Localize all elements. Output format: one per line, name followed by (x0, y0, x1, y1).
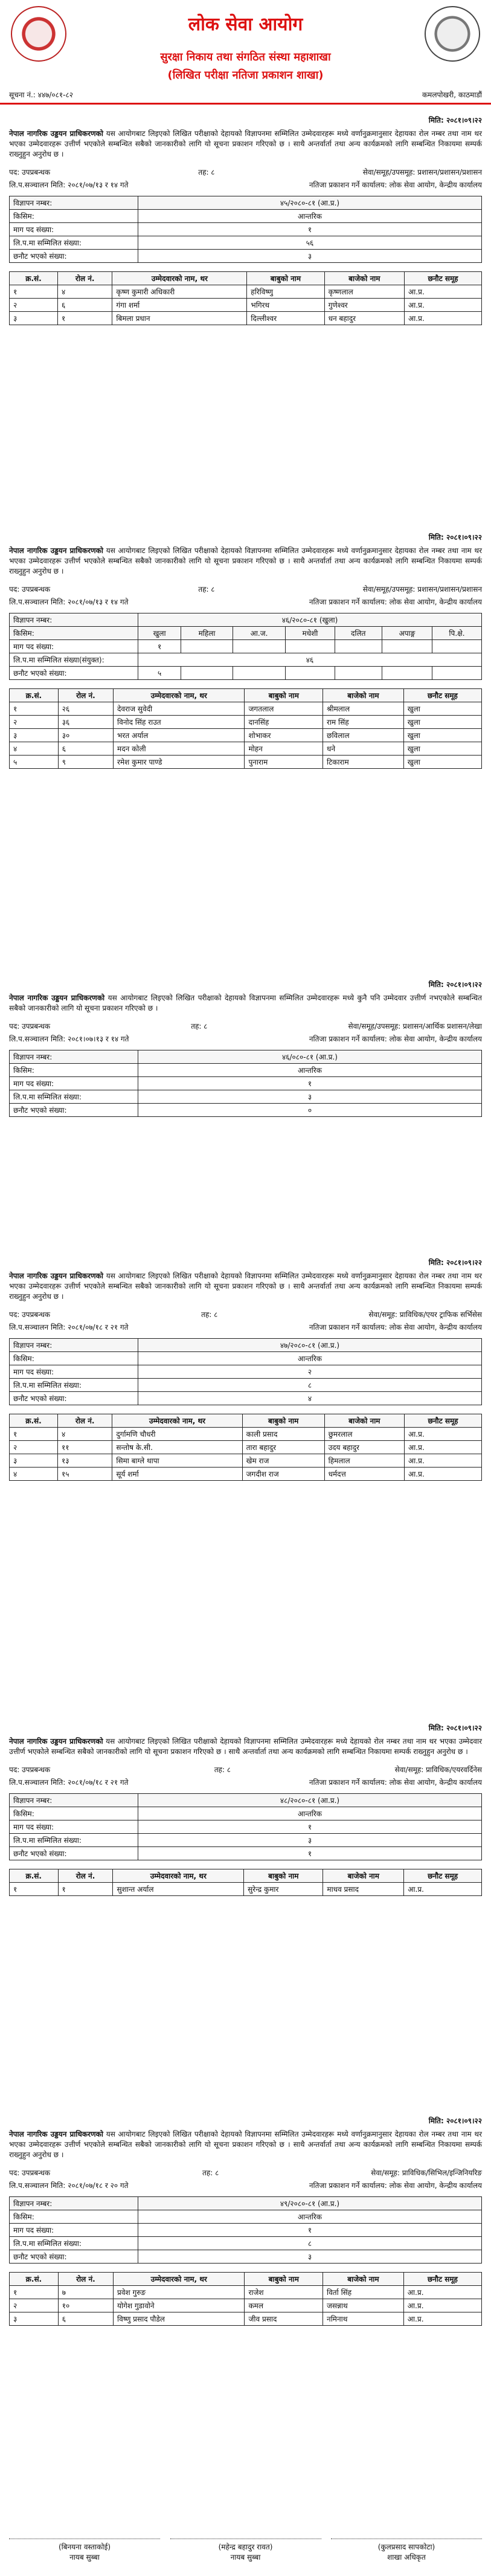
table-row: १ ७ प्रवेश गुरुङ राजेश विर्ता सिंह आ.प्र. (10, 2286, 482, 2299)
notice-text: नेपाल नागरिक उड्डयन प्राधिकरणको यस आयोगबाट लिइएको लिखित परीक्षाको देहायको विज्ञापनमा सम्मिलित उम्मेदवारहरू मध्ये वर्णानुक्रमानुसार देहायका रोल नम्बर तथा नाम थर भएका उम्मेदवारहरू उत्तीर्ण भएकोले सम्बन्धित सबैको जानकारीको लागि यो सूचना प्रकाशन गरिएको छ । साथै अन्तर्वार्ता तथा अन्य कार्यक्रमको लागि सम्बन्धित निकायमा सम्पर्क राख्नुहुन अनुरोध छ । (9, 129, 482, 158)
notice-meta (9, 167, 482, 177)
exam-date: लि.प.सञ्चालन मिति: २०८१/०७/१३ र १४ गते (9, 181, 129, 189)
notice-6: मिति: २०८१।०९।२२ नेपाल नागरिक उड्डयन प्राधिकरणको यस आयोगबाट लिइएको लिखित परीक्षाको देहायको विज्ञापनमा सम्मिलित उम्मेदवारहरू मध्ये वर्णानुक्रमानुसार देहायका रोल नम्बर तथा नाम थर भएका उम्मेदवारहरू उत्तीर्ण भएकोले सम्बन्धित सबैको जानकारीको लागि यो सूचना प्रकाशन गरिएको छ । साथै अन्तर्वार्ता तथा अन्य कार्यक्रमको लागि सम्बन्धित निकायमा सम्पर्क राख्नुहुन अनुरोध छ । पद: उपप्रबन्धक तह: ८ सेवा/समूह: प्राविधिक/सिभिल/इन्जिनियरिङ लि.प.सञ्चालन मिति: २०८१/०७/१८ र २० गते नतिजा प्रकाशन गर्ने कार्यालय: लोक सेवा आयोग, केन्द्रीय कार्यालय विज्ञापन नम्बर: ४९/२०८०-८१ (आ.प्र.) किसिम: आन्तरिक माग पद संख्या: १ लि.प.मा सम्मिलित संख्या: ८ छनौट भएको संख्या: ३ क्र.सं. रोल नं. उम्मेदवारको नाम, थर बाबुको नाम बाजेको नाम छनौट समूह १ ७ प्रवेश गुरुङ राजेश विर्ता सिंह आ.प्र. २ १० योगेश गुडावोने कमल जसन्नाथ आ.प्र. ३ ६ विष्णु प्रसाद पौडेल जीव प्रसाद नमिनाथ आ.प्र. (9, 2115, 482, 2326)
adv-no: ४५/२०८०-८१ (आ.प्र.) (138, 196, 482, 210)
header-topline (0, 89, 491, 99)
notice-2 (9, 532, 482, 769)
vacancy-table: विज्ञापन नम्बर: ४६/२०८०-८१ (खुला) किसिम: खुला महिला आ.ज. मधेशी दलित अपाङ्ग पि.क्षे. माग पद संख्या: १ लि.प.मा सम्मिलित संख्या(संयुक्त): ४६ छनौट भएको संख्या: ५ (9, 613, 482, 680)
vacancy-table: विज्ञापन नम्बर: ४७/२०८०-८१ (आ.प्र.) किसिम: आन्तरिक माग पद संख्या: २ लि.प.मा सम्मिलित संख्या: ८ छनौट भएको संख्या: ४ (9, 1338, 482, 1405)
col-grandfather: बाजेको नाम (324, 272, 404, 285)
result-table: क्र.सं. रोल नं. उम्मेदवारको नाम, थर बाबुको नाम बाजेको नाम छनौट समूह १ ७ प्रवेश गुरुङ राजेश विर्ता सिंह आ.प्र. २ १० योगेश गुडावोने कमल जसन्नाथ आ.प्र. ३ ६ विष्णु प्रसाद पौडेल जीव प्रसाद नमिनाथ आ.प्र. (9, 2272, 482, 2326)
signature-1: (बिनयना वस्ताकोई) नायब सुब्बा (9, 2539, 160, 2562)
nepal-emblem-icon (11, 6, 66, 62)
table-row: १ २६ देवराज सुवेदी जगतलाल श्रीमलाल खुला (10, 702, 482, 716)
label-passed: छनौट भएको संख्या: (10, 250, 138, 263)
notice-1 (9, 115, 482, 325)
service: सेवा/समूह/उपसमूह: प्रशासन/प्रशासन/प्रशासन (362, 168, 482, 176)
result-table: क्र.सं. रोल नं. उम्मेदवारको नाम, थर बाबुको नाम बाजेको नाम छनौट समूह १ १ सुशान्त अर्याल सुरेन्द्र कुमार माधव प्रसाद आ.प्र. (9, 1869, 482, 1896)
vacancy-table: विज्ञापन नम्बर: ४८/२०८०-८१ (आ.प्र.) किसिम: आन्तरिक माग पद संख्या: १ लि.प.मा सम्मिलित संख्या: ३ छनौट भएको संख्या: १ (9, 1793, 482, 1860)
table-row: २ ३६ विनोद सिंह राउत दानसिंह राम सिंह खुला (10, 716, 482, 729)
col-name: उम्मेदवारको नाम, थर (112, 272, 247, 285)
col-sn: क्र.सं. (10, 272, 58, 285)
vacancy-table (9, 196, 482, 263)
table-row: ४ १५ सूर्य शर्मा जगदीश राज धर्मदत्त आ.प्र. (10, 1468, 482, 1481)
label-candidates: लि.प.मा सम्मिलित संख्या: (10, 236, 138, 250)
table-row: ३ ६ विष्णु प्रसाद पौडेल जीव प्रसाद नमिनाथ आ.प्र. (10, 2312, 482, 2326)
col-father: बाबुको नाम (247, 272, 324, 285)
candidates: ५६ (138, 236, 482, 250)
vacancy-table: विज्ञापन नम्बर: ४९/२०८०-८१ (आ.प्र.) किसिम: आन्तरिक माग पद संख्या: १ लि.प.मा सम्मिलित संख्या: ८ छनौट भएको संख्या: ३ (9, 2196, 482, 2264)
table-row: १ १ सुशान्त अर्याल सुरेन्द्र कुमार माधव प्रसाद आ.प्र. (10, 1883, 482, 1896)
office-location: कमलपोखरी, काठमाडौं (422, 91, 482, 99)
result-table: क्र.सं. रोल नं. उम्मेदवारको नाम, थर बाबुको नाम बाजेको नाम छनौट समूह १ २६ देवराज सुवेदी जगतलाल श्रीमलाल खुला २ ३६ विनोद सिंह राउत दानसिंह राम सिंह खुला ३ ३० भरत अर्याल शोभाकर छविलाल खुला ४ ६ मदन कोली मोहन धने खुला ५ ९ रमेश कुमार पाण्डे पुनाराम टिकाराम खुला (9, 688, 482, 769)
notice-date: मिति: २०८१।०९।२२ (428, 116, 482, 125)
notice-3: मिति: २०८१।०९।२२ नेपाल नागरिक उड्डयन प्राधिकरणको यस आयोगबाट लिइएको लिखित परीक्षाको देहायको विज्ञापनमा सम्मिलित उम्मेदवारहरू मध्ये कुनै पनि उम्मेदवार उत्तीर्ण नभएकोले सम्बन्धित सबैको जानकारीको लागि यो सूचना प्रकाशन गरिएको छ । पद: उपप्रबन्धक तह: ८ सेवा/समूह/उपसमूह: प्रशासन/आर्थिक प्रशासन/लेखा लि.प.सञ्चालन मिति: २०८१।०७।१३ र १४ गते नतिजा प्रकाशन गर्ने कार्यालय: लोक सेवा आयोग, केन्द्रीय कार्यालय विज्ञापन नम्बर: ४६/०८०-८१ (आ.प्र.) किसिम: आन्तरिक माग पद संख्या: १ लि.प.मा सम्मिलित संख्या: ३ छनौट भएको संख्या: ० (9, 979, 482, 1117)
notice-5: मिति: २०८१।०९।२२ नेपाल नागरिक उड्डयन प्राधिकरणको यस आयोगबाट लिइएको लिखित परीक्षाको देहायको विज्ञापनमा सम्मिलित उम्मेदवारहरू मध्ये देहायको रोल नम्बर तथा नाम थर भएका उम्मेदवार उत्तीर्ण भएकोले सम्बन्धित सबैको जानकारीको लागि यो सूचना प्रकाशन गरिएको छ । साथै अन्तर्वार्ता तथा अन्य कार्यक्रमको लागि सम्बन्धित निकायमा सम्पर्क राख्नुहुन अनुरोध छ । पद: उपप्रबन्धक तह: ८ सेवा/समूह: प्राविधिक/एयरवर्दिनेस लि.प.सञ्चालन मिति: २०८१/०७/१८ र २१ गते नतिजा प्रकाशन गर्ने कार्यालय: लोक सेवा आयोग, केन्द्रीय कार्यालय विज्ञापन नम्बर: ४८/२०८०-८१ (आ.प्र.) किसिम: आन्तरिक माग पद संख्या: १ लि.प.मा सम्मिलित संख्या: ३ छनौट भएको संख्या: १ क्र.सं. रोल नं. उम्मेदवारको नाम, थर बाबुको नाम बाजेको नाम छनौट समूह १ १ सुशान्त अर्याल सुरेन्द्र कुमार माधव प्रसाद आ.प्र. (9, 1723, 482, 1896)
page-subtitle: सुरक्षा निकाय तथा संगठित संस्था महाशाखा (160, 51, 331, 63)
table-row: ३ १ बिमला प्रधान दिल्लीश्वर धन बहादुर आ.प्र. (10, 312, 482, 325)
notice-number: सूचना नं.: ४४७/०८१-८२ (9, 91, 73, 99)
notice-date: मिति: २०८१।०९।२२ (428, 533, 482, 542)
page-subtitle-2: (लिखित परीक्षा नतिजा प्रकाशन शाखा) (167, 69, 324, 82)
publishing-office: नतिजा प्रकाशन गर्ने कार्यालय: लोक सेवा आयोग, केन्द्रीय कार्यालय (309, 181, 482, 189)
table-row: २ ११ सन्तोष के.सी. तारा बहादुर उदय बहादुर आ.प्र. (10, 1441, 482, 1454)
label-posts: माग पद संख्या: (10, 223, 138, 236)
table-row: ५ ९ रमेश कुमार पाण्डे पुनाराम टिकाराम खुला (10, 756, 482, 769)
page-title: लोक सेवा आयोग (188, 14, 303, 35)
label-type: किसिम: (10, 210, 138, 223)
table-row: २ १० योगेश गुडावोने कमल जसन्नाथ आ.प्र. (10, 2299, 482, 2312)
table-row: २ ६ गंगा शर्मा भगिरथ गुणेश्वर आ.प्र. (10, 299, 482, 312)
vacancy-table: विज्ञापन नम्बर: ४६/०८०-८१ (आ.प्र.) किसिम: आन्तरिक माग पद संख्या: १ लि.प.मा सम्मिलित संख्या: ३ छनौट भएको संख्या: ० (9, 1050, 482, 1117)
table-row: ४ ६ मदन कोली मोहन धने खुला (10, 742, 482, 756)
signature-footer (9, 2539, 482, 2562)
passed: ३ (138, 250, 482, 263)
result-table: क्र.सं. रोल नं. उम्मेदवारको नाम, थर बाबुको नाम बाजेको नाम छनौट समूह १ ४ दुर्गामणि चौधरी काली प्रसाद छुमरलाल आ.प्र. २ ११ सन्तोष के.सी. तारा बहादुर उदय बहादुर आ.प्र. ३ १३ सिमा बाग्ले थापा खेम राज हिमलाल आ.प्र. ४ १५ सूर्य शर्मा जगदीश राज धर्मदत्त आ.प्र. (9, 1414, 482, 1481)
notice-text: नेपाल नागरिक उड्डयन प्राधिकरणको यस आयोगबाट लिइएको लिखित परीक्षाको देहायको विज्ञापनमा सम्मिलित उम्मेदवारहरू मध्ये वर्णानुक्रमानुसार देहायका रोल नम्बर तथा नाम थर भएका उम्मेदवारहरू उत्तीर्ण भएकोले सम्बन्धित सबैको जानकारीको लागि यो सूचना प्रकाशन गरिएको छ । साथै अन्तर्वार्ता तथा अन्य कार्यक्रमको लागि सम्बन्धित निकायमा सम्पर्क राख्नुहुन अनुरोध छ । (9, 546, 482, 575)
table-row: १ ४ कृष्ण कुमारी अधिकारी हरिविष्णु कृष्णलाल आ.प्र. (10, 285, 482, 299)
notice-meta: पद: उपप्रबन्धक तह: ८ सेवा/समूह/उपसमूह: प्रशासन/प्रशासन/प्रशासन (9, 585, 482, 594)
table-row: ३ ३० भरत अर्याल शोभाकर छविलाल खुला (10, 729, 482, 742)
table-row: १ ४ दुर्गामणि चौधरी काली प्रसाद छुमरलाल आ.प्र. (10, 1428, 482, 1441)
table-row: ३ १३ सिमा बाग्ले थापा खेम राज हिमलाल आ.प्र. (10, 1454, 482, 1468)
notice-4: मिति: २०८१।०९।२२ नेपाल नागरिक उड्डयन प्राधिकरणको यस आयोगबाट लिइएको लिखित परीक्षाको देहायको विज्ञापनमा सम्मिलित उम्मेदवारहरू मध्ये वर्णानुक्रमानुसार देहायका रोल नम्बर तथा नाम थर भएका उम्मेदवारहरू उत्तीर्ण भएकोले सम्बन्धित सबैको जानकारीको लागि यो सूचना प्रकाशन गरिएको छ । साथै अन्तर्वार्ता तथा अन्य कार्यक्रमको लागि सम्बन्धित निकायमा सम्पर्क राख्नुहुन अनुरोध छ । पद: उपप्रबन्धक तह: ८ सेवा/समूह: प्राविधिक/एयर ट्राफिक सर्भिसेस लि.प.सञ्चालन मिति: २०८१/०७/१८ र २१ गते नतिजा प्रकाशन गर्ने कार्यालय: लोक सेवा आयोग, केन्द्रीय कार्यालय विज्ञापन नम्बर: ४७/२०८०-८१ (आ.प्र.) किसिम: आन्तरिक माग पद संख्या: २ लि.प.मा सम्मिलित संख्या: ८ छनौट भएको संख्या: ४ क्र.सं. रोल नं. उम्मेदवारको नाम, थर बाबुको नाम बाजेको नाम छनौट समूह १ ४ दुर्गामणि चौधरी काली प्रसाद छुमरलाल आ.प्र. २ ११ सन्तोष के.सी. तारा बहादुर उदय बहादुर आ.प्र. ३ १३ सिमा बाग्ले थापा खेम राज हिमलाल आ.प्र. ४ १५ सूर्य शर्मा जगदीश राज धर्मदत्त आ.प्र. (9, 1257, 482, 1481)
signature-3: (कुलप्रसाद सापकोटा) शाखा अधिकृत (331, 2539, 482, 2562)
notice-meta-2 (9, 180, 482, 190)
col-roll: रोल नं. (58, 272, 112, 285)
type: आन्तरिक (138, 210, 482, 223)
signature-2: (महेन्द्र बहादुर रावत) नायब सुब्बा (170, 2539, 321, 2562)
psc-emblem-icon (425, 6, 480, 62)
result-table (9, 271, 482, 325)
header-divider (0, 103, 491, 105)
level: तह: ८ (198, 168, 215, 176)
col-group: छनौट समूह (405, 272, 482, 285)
posts: १ (138, 223, 482, 236)
label-adv-no: विज्ञापन नम्बर: (10, 196, 138, 210)
post: पद: उपप्रबन्धक (9, 168, 51, 176)
notice-meta-2: लि.प.सञ्चालन मिति: २०८१/०७/१३ र १४ गते नतिजा प्रकाशन गर्ने कार्यालय: लोक सेवा आयोग, केन्द्रीय कार्यालय (9, 598, 482, 606)
